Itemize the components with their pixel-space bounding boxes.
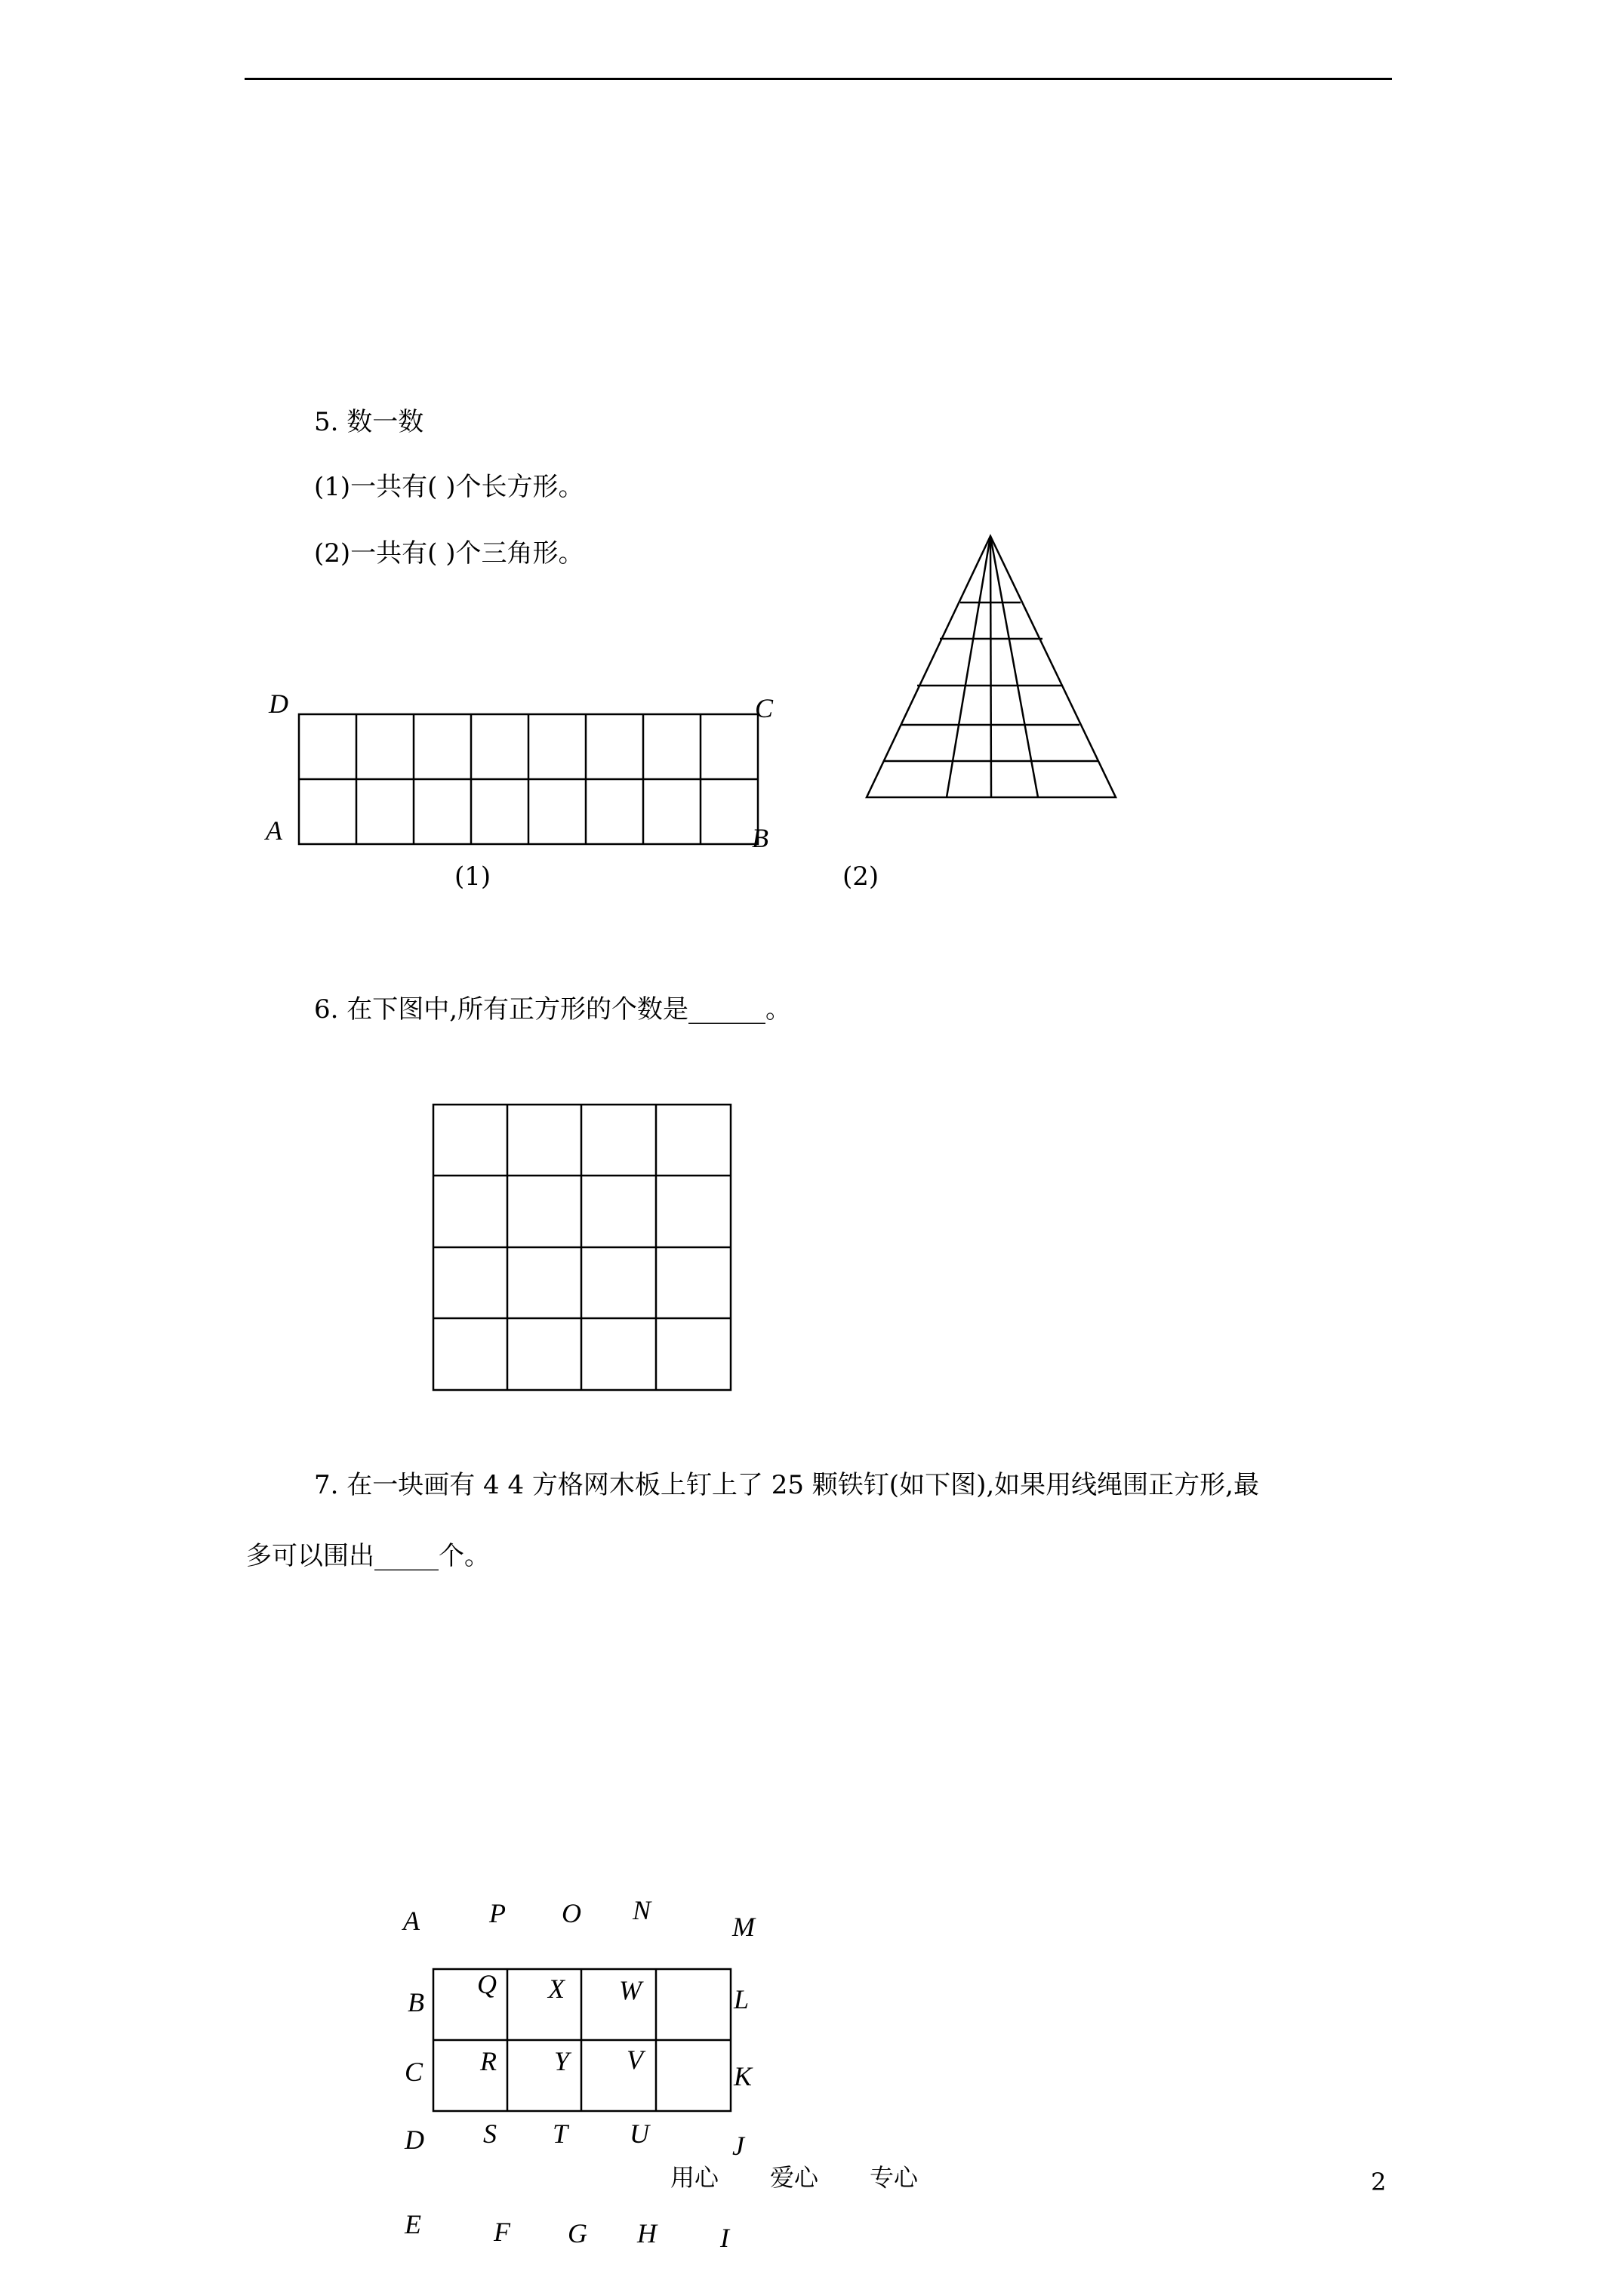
q5-figure1-grid <box>299 714 758 844</box>
q6-text: 6. 在下图中,所有正方形的个数是______。 <box>314 994 792 1025</box>
q7-label: J <box>732 2131 744 2161</box>
q7-label: B <box>408 1987 424 2017</box>
footer-text-2: 爱心 <box>770 2163 819 2192</box>
q7-label: W <box>619 1975 642 2005</box>
fig1-label-c: C <box>755 693 774 723</box>
q7-label: X <box>548 1974 565 2004</box>
q7-label: Q <box>477 1969 497 1999</box>
page-number: 2 <box>1371 2168 1387 2196</box>
q7-label: S <box>483 2119 497 2149</box>
q7-label: R <box>480 2046 497 2076</box>
q7-label: P <box>489 1898 506 1928</box>
q7-label: M <box>732 1912 755 1942</box>
q7-label: N <box>633 1895 651 1925</box>
footer-text-3: 专心 <box>870 2163 919 2192</box>
q5-title: 5. 数一数 <box>314 407 424 437</box>
q7-label: F <box>494 2217 510 2247</box>
q7-label: K <box>734 2061 753 2091</box>
fig2-caption: (2) <box>842 861 879 892</box>
fig1-caption: (1) <box>454 861 491 892</box>
q6-square-grid <box>433 1105 731 1390</box>
q7-label: U <box>630 2119 649 2149</box>
q7-label: T <box>553 2119 568 2149</box>
q7-label: H <box>637 2218 657 2248</box>
q5-sub1: (1)一共有( )个长方形。 <box>314 472 584 502</box>
q7-label: O <box>562 1898 581 1928</box>
fig1-label-a: A <box>266 815 282 846</box>
q7-label: E <box>405 2209 421 2239</box>
q5-figure2-triangle <box>867 536 1116 797</box>
q7-line1: 7. 在一块画有 4 4 方格网木板上钉上了 25 颗铁钉(如下图),如果用线绳围正方形,最 <box>314 1470 1259 1500</box>
q7-label: V <box>627 2045 643 2075</box>
q7-line2: 多可以围出_____个。 <box>246 1541 490 1571</box>
fig1-label-d: D <box>269 689 288 719</box>
q7-label: Y <box>554 2046 570 2076</box>
q7-label: L <box>734 1984 750 2014</box>
footer-text-1: 用心 <box>670 2163 719 2192</box>
q7-label: G <box>568 2218 587 2248</box>
q7-label: I <box>720 2223 729 2253</box>
q5-sub2: (2)一共有( )个三角形。 <box>314 538 584 569</box>
q7-label: C <box>405 2057 423 2087</box>
fig1-label-b: B <box>752 823 768 853</box>
q7-label: D <box>405 2125 424 2155</box>
q7-label: A <box>403 1906 420 1936</box>
